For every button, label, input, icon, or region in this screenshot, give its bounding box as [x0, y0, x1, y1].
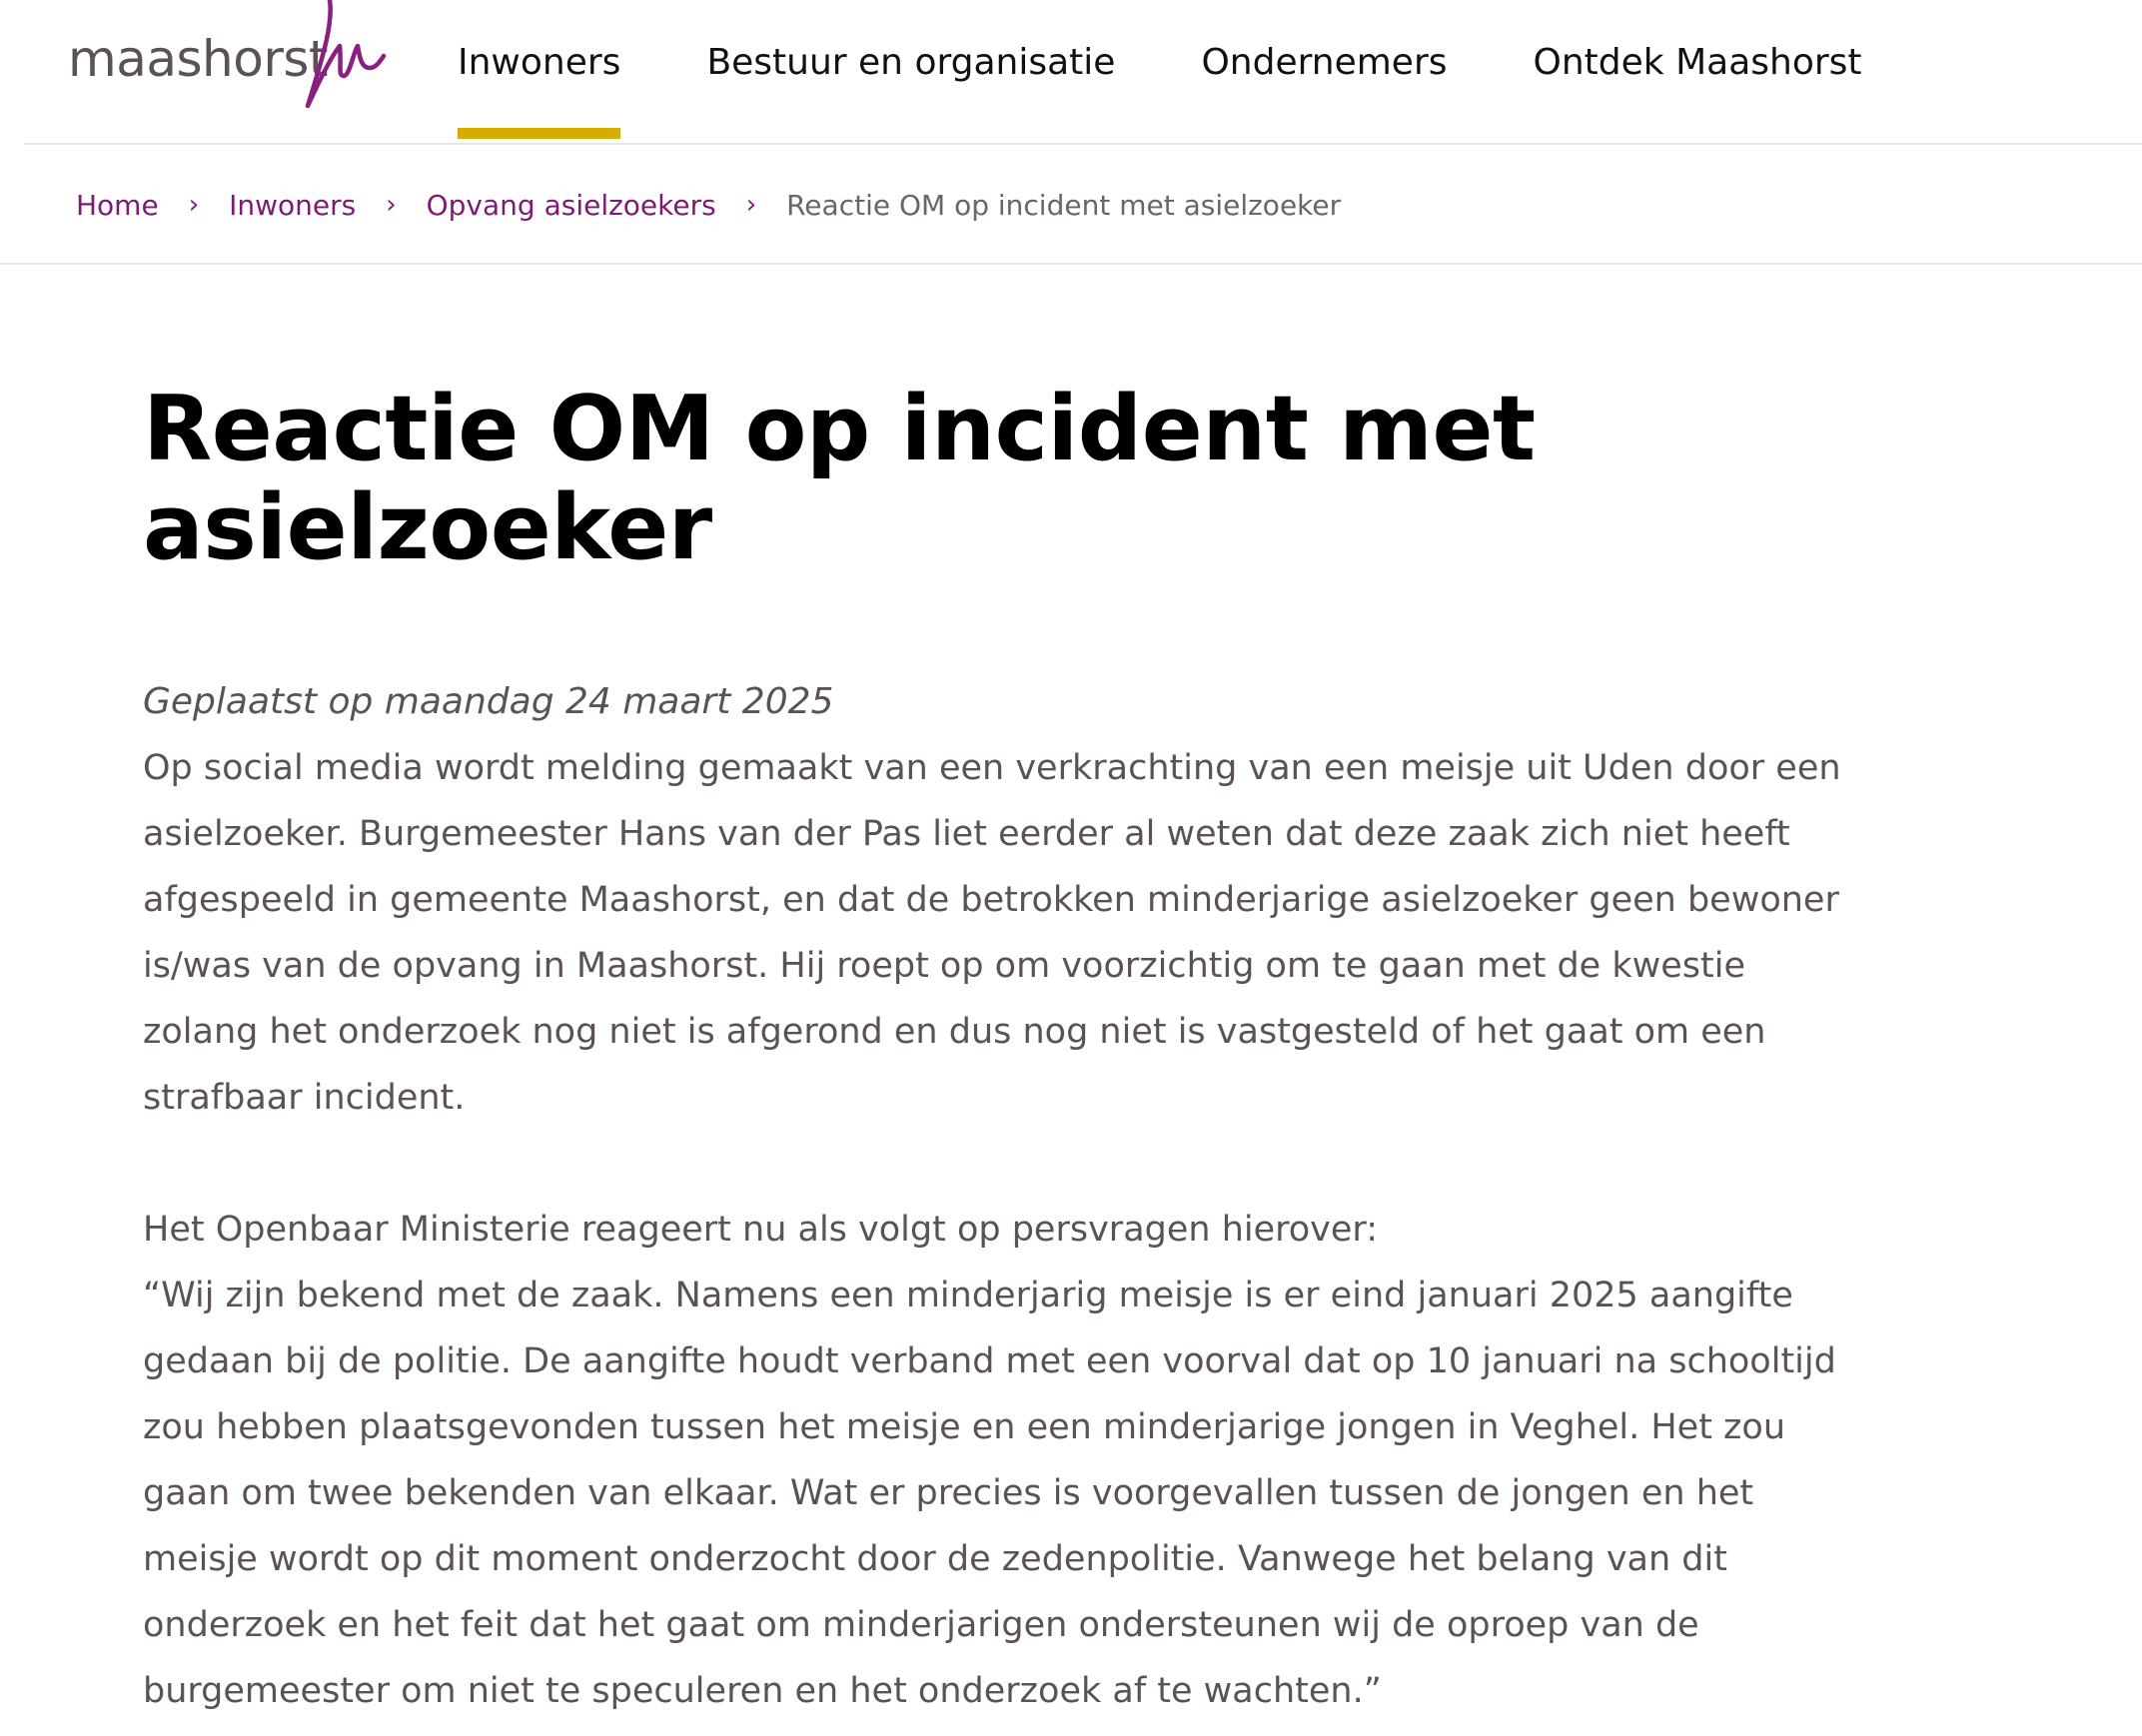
chevron-right-icon: ›	[188, 190, 200, 220]
main-nav	[458, 0, 1948, 145]
logo-text: maashorst	[68, 30, 329, 88]
posted-date: Geplaatst op maandag 24 maart 2025	[143, 681, 834, 722]
breadcrumb	[0, 147, 2142, 265]
breadcrumb-opvang-asielzoekers[interactable]: Opvang asielzoekers	[426, 188, 716, 222]
logo-mark-icon	[300, 0, 390, 116]
breadcrumb-inwoners[interactable]: Inwoners	[229, 188, 357, 222]
nav-item-inwoners[interactable]: Inwoners	[458, 0, 620, 145]
nav-item-bestuur-en-organisatie[interactable]: Bestuur en organisatie	[706, 42, 1116, 83]
article	[143, 377, 2041, 1724]
nav-item-ondernemers[interactable]: Ondernemers	[1201, 42, 1448, 83]
breadcrumb-home[interactable]: Home	[76, 188, 159, 222]
breadcrumb-current: Reactie OM op incident met asielzoeker	[786, 188, 1342, 222]
site-header	[24, 0, 2142, 145]
chevron-right-icon: ›	[386, 190, 397, 220]
nav-item-ontdek-maashorst[interactable]: Ontdek Maashorst	[1533, 42, 1862, 83]
article-paragraph: Op social media wordt melding gemaakt van een verkrachting van een meisje uit Uden door een asielzoeker. Burgemeester Hans van der Pas liet eerder al weten dat deze zaak zich niet heeft afgespeeld in gemeente Maashorst, en dat de betrokken minderjarige asielzoeker geen bewoner is/was van de opvang in Maashorst. Hij roept op om voorzichtig om te gaan met de kwestie zolang het onderzoek nog niet is afgerond en dus nog niet is vastgesteld of het gaat om een strafbaar incident.	[143, 748, 1841, 1118]
chevron-right-icon: ›	[745, 190, 757, 220]
page-title: Reactie OM op incident met asielzoeker	[143, 377, 1536, 580]
article-paragraph: Het Openbaar Ministerie reageert nu als volgt op persvragen hierover: “Wij zijn bekend met de zaak. Namens een minderjarig meisje is er eind januari 2025 aangifte gedaan bij de politie. De aangifte houdt verband met een voorval dat op 10 januari na schooltijd zou hebben plaatsgevonden tussen het meisje en een minderjarige jongen in Veghel. Het zou gaan om twee bekenden van elkaar. Wat er precies is voorgevallen tussen de jongen en het meisje wordt op dit moment onderzocht door de zedenpolitie. Vanwege het belang van dit onderzoek en het feit dat het gaat om minderjarigen ondersteunen wij de oproep van de burgemeester om niet te speculeren en het onderzoek af te wachten.”	[143, 1210, 1836, 1711]
maashorst-logo[interactable]	[68, 0, 398, 120]
